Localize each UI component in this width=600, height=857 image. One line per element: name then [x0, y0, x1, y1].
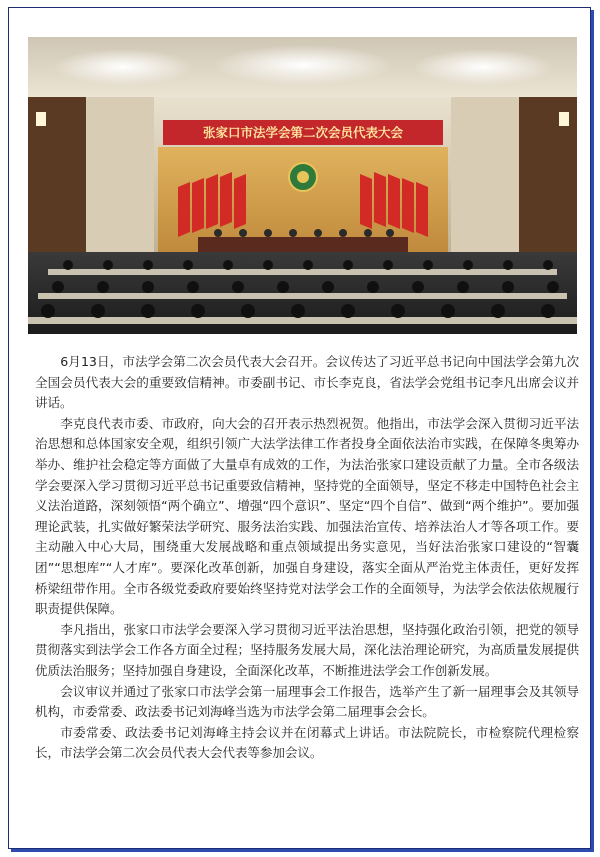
banner-text: 张家口市法学会第二次会员代表大会: [202, 125, 404, 140]
article-paragraph-4: 会议审议并通过了张家口市法学会第一届理事会工作报告，选举产生了新一届理事会及其领导机构，市委常委、政法委书记刘海峰当选为市法学会第二届理事会会长。: [35, 683, 579, 720]
conference-photo: [28, 37, 577, 334]
article-paragraph-3: 李凡指出，张家口市法学会要深入学习贯彻习近平法治思想，坚持强化政治引领，把党的领导贯彻落实到法学会工作各方面全过程；坚持服务发展大局，深化法治理论研究，为高质量发展提供优质法治服务；坚持加强自身建设，全面深化改革，不断推进法学会工作创新发展。: [35, 621, 579, 678]
article-paragraph-1: 6月13日，市法学会第二次会员代表大会召开。会议传达了习近平总书记向中国法学会第九次全国会员代表大会的重要致信精神。市委副书记、市长李克良，省法学会党组书记李凡出席会议并讲话。: [35, 354, 579, 411]
article-paragraph-5: 市委常委、政法委书记刘海峰主持会议并在闭幕式上讲话。市法院院长，市检察院代理检察长，市法学会第二次会员代表大会代表等参加会议。: [35, 724, 579, 761]
article-body: [35, 352, 579, 764]
content-frame: [8, 7, 591, 849]
article-paragraph-2: 李克良代表市委、市政府，向大会的召开表示热烈祝贺。他指出，市法学会深入贯彻习近平法治思想和总体国家安全观，组织引领广大法学法律工作者投身全面依法治市实践，在保障冬奥筹办举办、维护社会稳定等方面做了大量卓有成效的工作，为法治张家口建设贡献了力量。全市各级法学会要深入学习贯彻习近平总书记重要致信精神，坚持党的全面领导，坚定不移走中国特色社会主义法治道路，深刻领悟“两个确立”、增强“四个意识”、坚定“四个自信”、做到“两个维护”。要加强理论武装，扎实做好繁荣法学研究、服务法治实践、加强法治宣传、培养法治人才等各项工作。要主动融入中心大局，围绕重大发展战略和重点领域提出务实意见，当好法治张家口建设的“智囊团”“思想库”“人才库”。要深化改革创新，加强自身建设，落实全面从严治党主体责任，更好发挥桥梁纽带作用。全市各级党委政府要始终坚持党对法学会工作的全面领导，为法学会依法依规履行职责提供保障。: [35, 415, 579, 617]
